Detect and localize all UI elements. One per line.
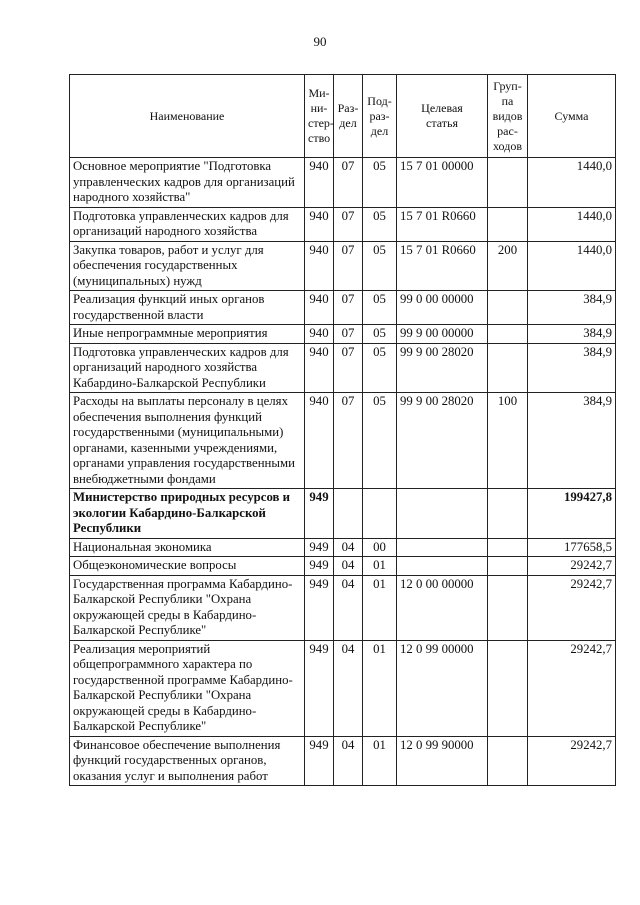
table-row — [70, 640, 616, 736]
cell-ministry: 949 — [305, 575, 334, 640]
cell-expense-group — [488, 557, 528, 576]
cell-amount: 384,9 — [528, 325, 616, 344]
cell-section: 07 — [334, 343, 363, 393]
cell-ministry: 940 — [305, 343, 334, 393]
cell-ministry: 940 — [305, 393, 334, 489]
header-amount: Сумма — [528, 75, 616, 158]
table-row — [70, 291, 616, 325]
cell-amount: 29242,7 — [528, 575, 616, 640]
cell-amount: 29242,7 — [528, 557, 616, 576]
table-row — [70, 343, 616, 393]
cell-section: 07 — [334, 393, 363, 489]
table-row — [70, 575, 616, 640]
cell-target-item — [397, 538, 488, 557]
cell-section: 07 — [334, 291, 363, 325]
table-row — [70, 736, 616, 786]
cell-name: Общеэкономические вопросы — [70, 557, 305, 576]
cell-expense-group — [488, 538, 528, 557]
cell-subsection: 05 — [363, 241, 397, 291]
cell-name: Подготовка управленческих кадров для организаций народного хозяйства — [70, 207, 305, 241]
cell-expense-group: 200 — [488, 241, 528, 291]
cell-section: 04 — [334, 575, 363, 640]
cell-subsection: 01 — [363, 736, 397, 786]
cell-section: 04 — [334, 736, 363, 786]
cell-ministry: 949 — [305, 736, 334, 786]
cell-ministry: 940 — [305, 207, 334, 241]
cell-amount: 177658,5 — [528, 538, 616, 557]
table-body — [70, 158, 616, 786]
cell-name: Основное мероприятие "Подготовка управленческих кадров для организаций народного хозяйства" — [70, 158, 305, 208]
cell-expense-group — [488, 736, 528, 786]
cell-section: 04 — [334, 557, 363, 576]
cell-ministry: 940 — [305, 291, 334, 325]
cell-expense-group — [488, 575, 528, 640]
cell-target-item — [397, 557, 488, 576]
cell-name: Финансовое обеспечение выполнения функций государственных органов, оказания услуг и выполнения работ — [70, 736, 305, 786]
cell-target-item: 15 7 01 00000 — [397, 158, 488, 208]
cell-expense-group: 100 — [488, 393, 528, 489]
cell-name: Иные непрограммные мероприятия — [70, 325, 305, 344]
header-ministry: Ми- ни- стер- ство — [305, 75, 334, 158]
cell-ministry: 949 — [305, 557, 334, 576]
cell-expense-group — [488, 325, 528, 344]
cell-section: 07 — [334, 158, 363, 208]
page-number: 90 — [313, 34, 327, 49]
cell-target-item: 12 0 00 00000 — [397, 575, 488, 640]
cell-amount: 1440,0 — [528, 158, 616, 208]
cell-amount: 199427,8 — [528, 489, 616, 539]
cell-subsection: 05 — [363, 291, 397, 325]
cell-subsection: 05 — [363, 158, 397, 208]
cell-expense-group — [488, 343, 528, 393]
header-name: Наименование — [70, 75, 305, 158]
cell-section: 07 — [334, 325, 363, 344]
cell-amount: 384,9 — [528, 343, 616, 393]
cell-ministry: 940 — [305, 158, 334, 208]
cell-ministry: 940 — [305, 241, 334, 291]
cell-section: 07 — [334, 241, 363, 291]
table-row — [70, 207, 616, 241]
cell-target-item: 99 9 00 28020 — [397, 343, 488, 393]
table-row — [70, 241, 616, 291]
cell-ministry: 949 — [305, 489, 334, 539]
cell-amount: 1440,0 — [528, 241, 616, 291]
cell-amount: 29242,7 — [528, 640, 616, 736]
cell-name: Национальная экономика — [70, 538, 305, 557]
budget-table — [69, 74, 616, 786]
cell-amount: 384,9 — [528, 291, 616, 325]
cell-subsection: 01 — [363, 557, 397, 576]
cell-target-item — [397, 489, 488, 539]
cell-section: 04 — [334, 640, 363, 736]
table-row — [70, 158, 616, 208]
cell-expense-group — [488, 207, 528, 241]
cell-name: Закупка товаров, работ и услуг для обеспечения государственных (муниципальных) нужд — [70, 241, 305, 291]
cell-subsection: 01 — [363, 640, 397, 736]
cell-ministry: 949 — [305, 538, 334, 557]
cell-subsection: 05 — [363, 325, 397, 344]
cell-section — [334, 489, 363, 539]
cell-section: 07 — [334, 207, 363, 241]
cell-subsection: 05 — [363, 343, 397, 393]
cell-ministry: 949 — [305, 640, 334, 736]
table-row — [70, 489, 616, 539]
cell-name: Министерство природных ресурсов и экологии Кабардино-Балкарской Республики — [70, 489, 305, 539]
cell-expense-group — [488, 489, 528, 539]
cell-amount: 384,9 — [528, 393, 616, 489]
cell-subsection: 05 — [363, 393, 397, 489]
cell-target-item: 99 0 00 00000 — [397, 291, 488, 325]
cell-subsection — [363, 489, 397, 539]
table-row — [70, 325, 616, 344]
table-row — [70, 538, 616, 557]
cell-name: Государственная программа Кабардино-Балкарской Республики "Охрана окружающей среды в Кабардино-Балкарской Республике" — [70, 575, 305, 640]
header-expense-group: Груп- па видов рас- ходов — [488, 75, 528, 158]
cell-target-item: 12 0 99 00000 — [397, 640, 488, 736]
cell-subsection: 05 — [363, 207, 397, 241]
cell-expense-group — [488, 158, 528, 208]
cell-name: Подготовка управленческих кадров для организаций народного хозяйства Кабардино-Балкарской Республики — [70, 343, 305, 393]
cell-target-item: 99 9 00 00000 — [397, 325, 488, 344]
cell-name: Реализация функций иных органов государственной власти — [70, 291, 305, 325]
cell-name: Расходы на выплаты персоналу в целях обеспечения выполнения функций государственными (муниципальными) органами, казенными учреждениями, органами управления государственными внебюджетными фондами — [70, 393, 305, 489]
cell-expense-group — [488, 291, 528, 325]
cell-expense-group — [488, 640, 528, 736]
cell-name: Реализация мероприятий общепрограммного характера по государственной программе Кабардино-Балкарской Республики "Охрана окружающей среды в Кабардино-Балкарской Республике" — [70, 640, 305, 736]
header-subsection: Под- раз- дел — [363, 75, 397, 158]
cell-target-item: 99 9 00 28020 — [397, 393, 488, 489]
table-row — [70, 393, 616, 489]
cell-section: 04 — [334, 538, 363, 557]
cell-target-item: 15 7 01 R0660 — [397, 241, 488, 291]
header-target-item: Целевая статья — [397, 75, 488, 158]
cell-target-item: 15 7 01 R0660 — [397, 207, 488, 241]
header-section: Раз- дел — [334, 75, 363, 158]
cell-amount: 29242,7 — [528, 736, 616, 786]
cell-ministry: 940 — [305, 325, 334, 344]
cell-subsection: 01 — [363, 575, 397, 640]
table-header-row — [70, 75, 616, 158]
cell-amount: 1440,0 — [528, 207, 616, 241]
table-row — [70, 557, 616, 576]
cell-target-item: 12 0 99 90000 — [397, 736, 488, 786]
cell-subsection: 00 — [363, 538, 397, 557]
